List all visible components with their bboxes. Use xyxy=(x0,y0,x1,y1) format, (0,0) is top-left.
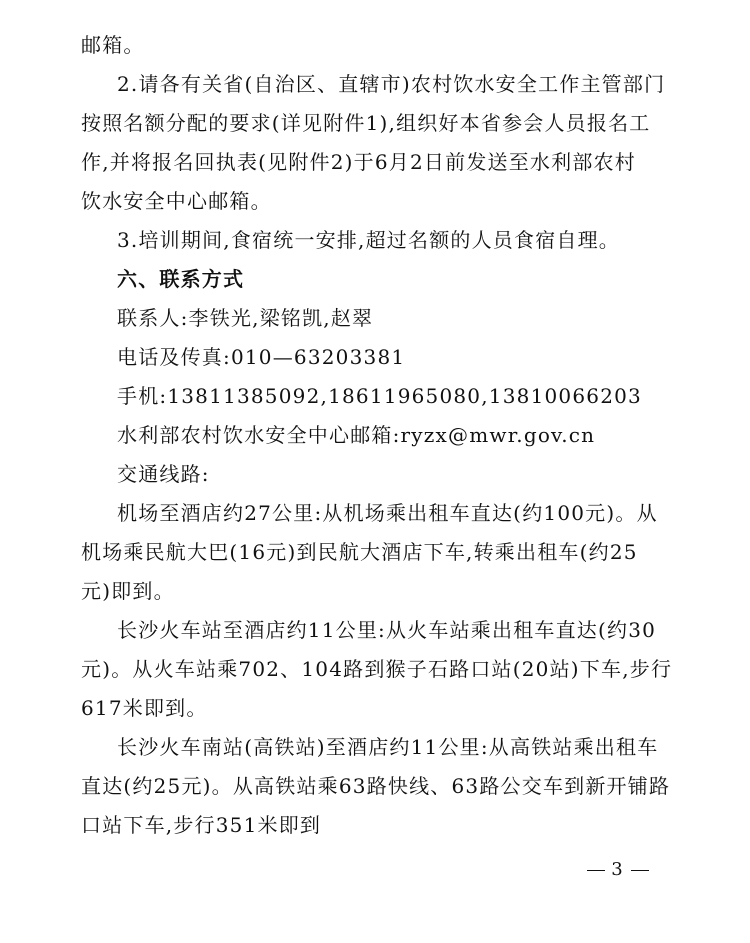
text-line: 长沙火车站至酒店约11公里:从火车站乘出租车直达(约30 xyxy=(117,618,657,642)
text-line: 元)。从火车站乘702、104路到猴子石路口站(20站)下车,步行 xyxy=(81,657,673,681)
text-line: 机场乘民航大巴(16元)到民航大酒店下车,转乘出租车(约25 xyxy=(81,540,638,564)
text-line: 机场至酒店约27公里:从机场乘出租车直达(约100元)。从 xyxy=(117,501,658,525)
text-line: 617米即到。 xyxy=(81,696,208,720)
text-line: 2.请各有关省(自治区、直辖市)农村饮水安全工作主管部门 xyxy=(117,72,666,96)
page-number-dash-left xyxy=(587,870,605,871)
text-line: 水利部农村饮水安全中心邮箱:ryzx@mwr.gov.cn xyxy=(117,423,596,447)
text-line: 饮水安全中心邮箱。 xyxy=(81,189,272,213)
text-line: 手机:13811385092,18611965080,13810066203 xyxy=(117,384,642,408)
text-line: 3.培训期间,食宿统一安排,超过名额的人员食宿自理。 xyxy=(117,228,620,252)
text-line: 交通线路: xyxy=(117,462,210,486)
text-line: 元)即到。 xyxy=(81,579,175,603)
text-line: 邮箱。 xyxy=(81,33,145,57)
page-number xyxy=(578,858,658,882)
text-line: 长沙火车南站(高铁站)至酒店约11公里:从高铁站乘出租车 xyxy=(117,735,659,759)
text-line: 直达(约25元)。从高铁站乘63路快线、63路公交车到新开铺路 xyxy=(81,774,671,798)
section-heading: 六、联系方式 xyxy=(117,267,245,291)
page-number-value: 3 xyxy=(611,859,625,880)
text-line: 按照名额分配的要求(详见附件1),组织好本省参会人员报名工 xyxy=(81,111,651,135)
text-line: 电话及传真:010—63203381 xyxy=(117,345,406,369)
page-number-dash-right xyxy=(631,870,649,871)
text-line: 联系人:李铁光,梁铭凯,赵翠 xyxy=(117,306,374,330)
text-line: 作,并将报名回执表(见附件2)于6月2日前发送至水利部农村 xyxy=(81,150,636,174)
text-line: 口站下车,步行351米即到 xyxy=(81,813,322,837)
